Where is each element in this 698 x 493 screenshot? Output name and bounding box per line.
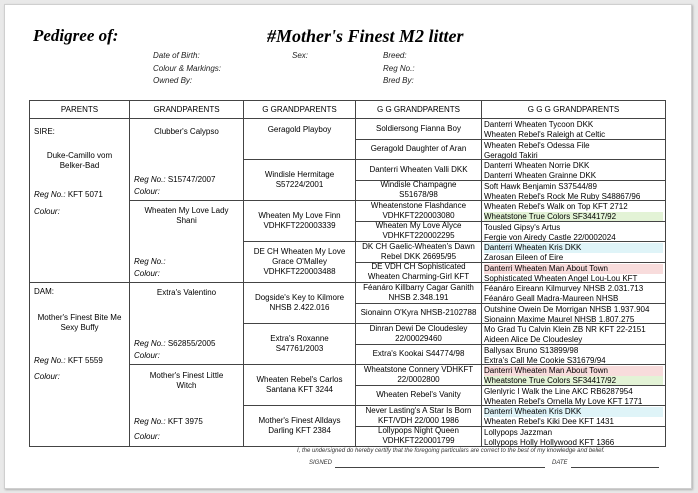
ggg-grandparent-pair: [482, 345, 666, 366]
ggg-grandparent-pair: [482, 365, 666, 386]
signed-label: SIGNED: [309, 460, 333, 466]
grandparent-cell: [130, 283, 244, 365]
ggg-grandparent-pair: [482, 304, 666, 325]
ggg-grandparent-pair: [482, 119, 666, 140]
g-grandparent-cell: DE CH Wheaten My Love Grace O'Malley VDHKFT220003488: [244, 242, 356, 283]
grandparent-reg-label: Reg No.:: [134, 257, 166, 266]
ggg-grandparent-name: Sionainn Maxime Maurel NHSB 1.807.275: [484, 314, 635, 324]
ggg-grandparent-name: Danterri Wheaten Norrie DKK: [484, 161, 590, 170]
ggg-grandparent-name: Danterri Wheaten Kris DKK: [484, 407, 663, 417]
grandparent-reg-label: Reg No.:: [134, 417, 166, 426]
sire-role-label: SIRE:: [34, 127, 55, 136]
ggg-grandparent-name: Aideen Alice De Cloudesley: [484, 335, 583, 344]
grandparent-reg-no: S62855/2005: [167, 339, 216, 348]
sire-reg-no: KFT 5071: [67, 190, 103, 199]
grandparent-colour-label: Colour:: [134, 351, 160, 360]
ggg-grandparent-name: Féanáro Geall Madra-Maureen NHSB: [484, 294, 619, 303]
grandparent-colour-label: Colour:: [134, 269, 160, 278]
litter-name: #Mother's Finest M2 litter: [267, 26, 464, 46]
pedigree-table: [29, 100, 666, 447]
ggg-grandparent-pair: [482, 406, 666, 427]
ggg-grandparent-name: Wheatstone True Colors SF34417/92: [484, 212, 663, 222]
owned-by-label: Owned By:: [153, 76, 193, 85]
sire-reg-label: Reg No.:: [34, 190, 66, 199]
pedigree-sheet: [4, 4, 692, 489]
dam-reg-row: [34, 356, 103, 365]
gg-grandparent-cell: DK CH Gaelic-Wheaten's Dawn Rebel DKK 26695/95: [356, 242, 482, 263]
gg-grandparent-cell: Geragold Daughter of Aran: [356, 140, 482, 161]
gg-grandparent-cell: Windisle Champagne S51678/98: [356, 181, 482, 202]
ggg-grandparent-name: Extra's Call Me Cookie S31679/94: [484, 355, 606, 365]
date-line[interactable]: [571, 467, 659, 468]
gg-grandparent-cell: Féanáro Killbarry Cagar Ganith NHSB 2.348.191: [356, 283, 482, 304]
colour-markings-label: Colour & Markings:: [153, 64, 222, 73]
grandparent-name: Clubber's Calypso: [154, 127, 219, 136]
column-header-g-grandparents: G GRANDPARENTS: [244, 101, 356, 119]
ggg-grandparent-pair: [482, 201, 666, 222]
grandparent-reg-row: [134, 257, 166, 266]
gg-grandparent-cell: Wheaten My Love Alyce VDHKFT220002295: [356, 222, 482, 243]
ggg-grandparent-pair: [482, 283, 666, 304]
ggg-grandparent-pair: [482, 324, 666, 345]
sire-cell: [30, 119, 130, 283]
g-grandparent-cell: Windisle Hermitage S57224/2001: [244, 160, 356, 201]
ggg-grandparent-name: Danterri Wheaten Man About Town: [484, 366, 663, 376]
ggg-grandparent-name: Danterri Wheaten Tycoon DKK: [484, 120, 594, 129]
ggg-grandparent-name: Outshine Owein De Morrigan NHSB 1.937.904: [484, 304, 650, 314]
column-header-parents: PARENTS: [30, 101, 130, 119]
gg-grandparent-cell: Dinran Dewi De Cloudesley 22/00029460: [356, 324, 482, 345]
ggg-grandparent-name: Geragold Takiri: [484, 150, 538, 160]
grandparent-reg-label: Reg No.:: [134, 175, 166, 184]
g-grandparent-cell: Wheaten My Love Finn VDHKFT220003339: [244, 201, 356, 242]
ggg-grandparent-pair: [482, 386, 666, 407]
gg-grandparent-cell: DE VDH CH Sophisticated Wheaten Charming-Girl KFT: [356, 263, 482, 284]
gg-grandparent-cell: Wheatstone Connery VDHKFT 22/0002800: [356, 365, 482, 386]
gg-grandparent-cell: Lollypops Night Queen VDHKFT220001799: [356, 427, 482, 448]
ggg-grandparent-name: Wheatstone True Colors SF34417/92: [484, 376, 663, 386]
grandparent-colour-label: Colour:: [134, 432, 160, 441]
gg-grandparent-cell: Soldiersong Fianna Boy: [356, 119, 482, 140]
ggg-grandparent-name: Wheaten Rebel's Kiki Dee KFT 1431: [484, 417, 614, 426]
ggg-grandparent-pair: [482, 140, 666, 161]
g-grandparent-cell: Wheaten Rebel's Carlos Santana KFT 3244: [244, 365, 356, 406]
certification-statement: I, the undersigned do hereby certify that the foregoing particulars are correct to the best of my knowledge and belief.: [297, 448, 605, 454]
grandparent-reg-row: [134, 417, 203, 426]
ggg-grandparent-name: Ballysax Bruno S13899/98: [484, 345, 579, 355]
gg-grandparent-cell: Danterri Wheaten Valli DKK: [356, 160, 482, 181]
ggg-grandparent-name: Soft Hawk Benjamin S37544/89: [484, 181, 597, 191]
dam-reg-label: Reg No.:: [34, 356, 66, 365]
column-header-grandparents: GRANDPARENTS: [130, 101, 244, 119]
ggg-grandparent-pair: [482, 181, 666, 202]
ggg-grandparent-pair: [482, 427, 666, 448]
column-header-ggg-grandparents: G G G GRANDPARENTS: [482, 101, 666, 119]
ggg-grandparent-pair: [482, 222, 666, 243]
ggg-grandparent-name: Danterri Wheaten Kris DKK: [484, 243, 663, 253]
grandparent-cell: [130, 365, 244, 447]
ggg-grandparent-name: Wheaten Rebel's Rock Me Ruby S48867/96: [484, 191, 641, 201]
grandparent-cell: [130, 119, 244, 201]
grandparent-reg-no: S15747/2007: [167, 175, 216, 184]
ggg-grandparent-name: Lollypops Holly Hollywood KFT 1366: [484, 437, 615, 447]
ggg-grandparent-name: Tousled Gipsy's Artus: [484, 222, 561, 232]
ggg-grandparent-pair: [482, 242, 666, 263]
ggg-grandparent-name: Fergie von Airedy Castle 22/0002024: [484, 232, 616, 242]
grandparent-reg-row: [134, 175, 215, 184]
signature-line[interactable]: [335, 467, 545, 468]
g-grandparent-cell: Geragold Playboy: [244, 119, 356, 160]
sire-colour-label: Colour:: [34, 207, 60, 216]
grandparent-name: Extra's Valentino: [156, 288, 217, 297]
ggg-grandparent-name: Zarosan Eileen of Eire: [484, 253, 564, 262]
dam-reg-no: KFT 5559: [67, 356, 103, 365]
grandparent-cell: [130, 201, 244, 283]
ggg-grandparent-name: Mo Grad Tu Calvin Klein ZB NR KFT 22-2151: [484, 325, 646, 334]
column-header-gg-grandparents: G G GRANDPARENTS: [356, 101, 482, 119]
grandparent-reg-label: Reg No.:: [134, 339, 166, 348]
gg-grandparent-cell: Extra's Kookai S44774/98: [356, 345, 482, 366]
ggg-grandparent-name: Wheaten Rebel's Odessa File: [484, 140, 590, 150]
grandparent-reg-row: [134, 339, 215, 348]
ggg-grandparent-name: Glenlyric I Walk the Line AKC RB6287954: [484, 386, 633, 396]
ggg-grandparent-name: Féanáro Eireann Kilmurvey NHSB 2.031.713: [484, 284, 644, 293]
gg-grandparent-cell: Wheaten Rebel's Vanity: [356, 386, 482, 407]
g-grandparent-cell: Dogside's Key to Kilmore NHSB 2.422.016: [244, 283, 356, 324]
ggg-grandparent-pair: [482, 263, 666, 284]
grandparent-reg-no: KFT 3975: [167, 417, 203, 426]
dam-colour-label: Colour:: [34, 372, 60, 381]
g-grandparent-cell: Mother's Finest Alldays Darling KFT 2384: [244, 406, 356, 447]
dam-role-label: DAM:: [34, 287, 54, 296]
dam-cell: [30, 283, 130, 447]
reg-no-label: Reg No.:: [383, 64, 415, 73]
ggg-grandparent-name: Lollypops Jazzman: [484, 427, 553, 437]
ggg-grandparent-name: Wheaten Rebel's Ornella My Love KFT 1771: [484, 396, 643, 406]
g-grandparent-cell: Extra's Roxanne S47761/2003: [244, 324, 356, 365]
breed-label: Breed:: [383, 51, 407, 60]
sire-reg-row: [34, 190, 103, 199]
sire-name: Duke-Camillo vom Belker-Bad: [46, 151, 113, 170]
gg-grandparent-cell: Wheatenstone Flashdance VDHKFT220003080: [356, 201, 482, 222]
ggg-grandparent-name: Wheaten Rebel's Raleigh at Celtic: [484, 130, 606, 139]
bred-by-label: Bred By:: [383, 76, 414, 85]
ggg-grandparent-name: Danterri Wheaten Man About Town: [484, 264, 663, 274]
grandparent-name: Mother's Finest Little Witch: [149, 371, 224, 390]
ggg-grandparent-name: Wheaten Rebel's Walk on Top KFT 2712: [484, 202, 628, 211]
dam-name: Mother's Finest Bite Me Sexy Buffy: [37, 313, 122, 332]
ggg-grandparent-name: Danterri Wheaten Grainne DKK: [484, 171, 597, 180]
pedigree-title: Pedigree of:: [33, 26, 119, 45]
sex-label: Sex:: [292, 51, 309, 60]
ggg-grandparent-pair: [482, 160, 666, 181]
gg-grandparent-cell: Never Lasting's A Star Is Born KFT/VDH 22/000 1986: [356, 406, 482, 427]
grandparent-colour-label: Colour:: [134, 187, 160, 196]
ggg-grandparent-name: Sophisticated Wheaten Angel Lou-Lou KFT: [484, 273, 638, 283]
date-of-birth-label: Date of Birth:: [153, 51, 200, 60]
date-label: DATE: [552, 460, 568, 466]
grandparent-name: Wheaten My Love Lady Shani: [144, 206, 229, 225]
gg-grandparent-cell: Sionainn O'Kyra NHSB-2102788: [356, 304, 482, 325]
